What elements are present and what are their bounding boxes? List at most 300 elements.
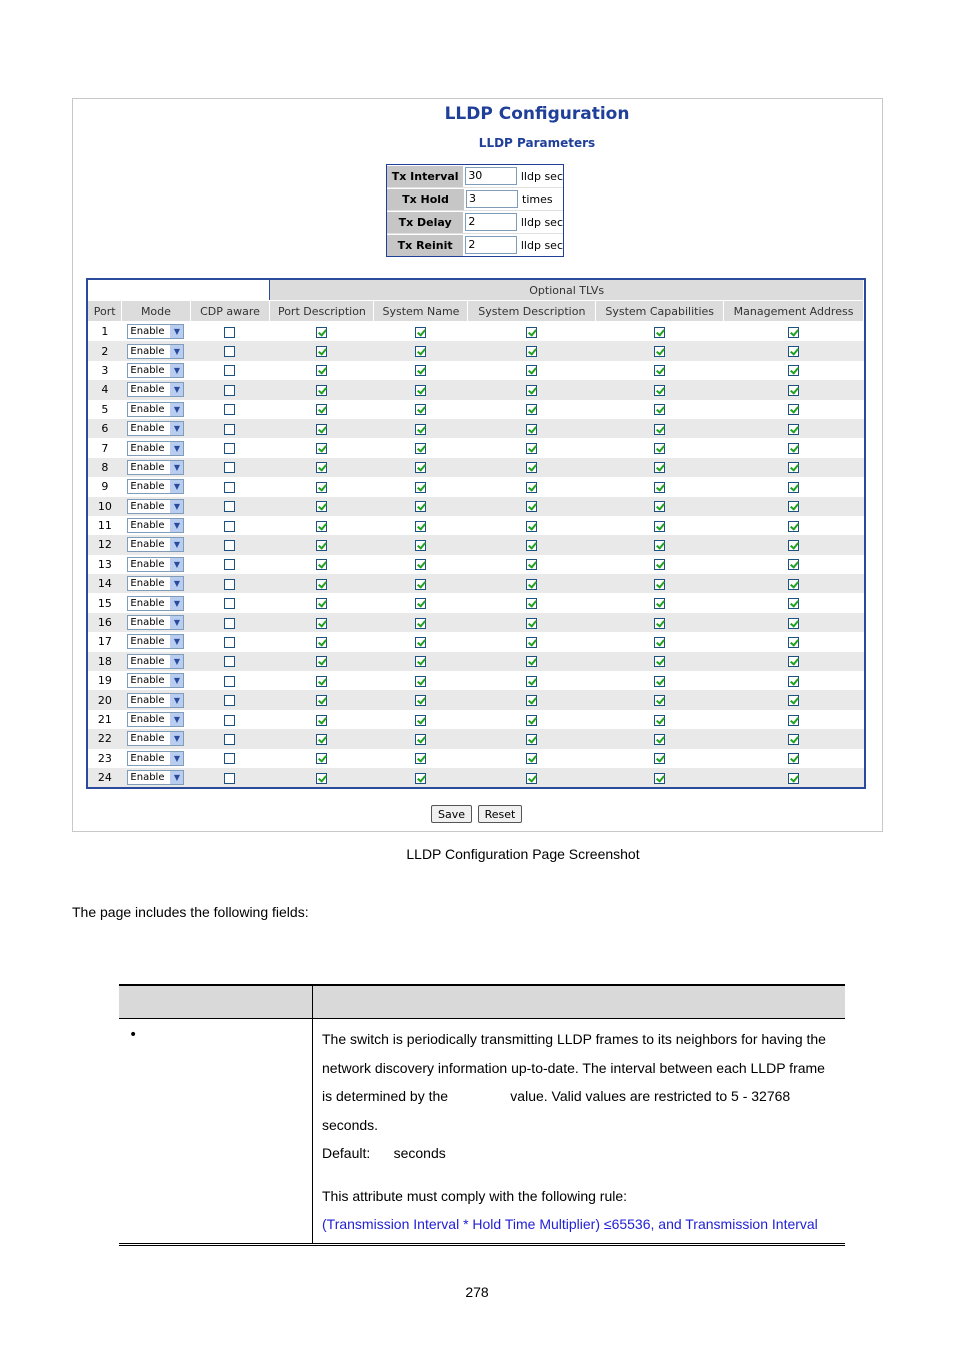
system-name-checkbox[interactable] bbox=[415, 404, 426, 415]
system-capabilities-checkbox[interactable] bbox=[654, 424, 665, 435]
chevron-down-icon: ▼ bbox=[170, 364, 183, 377]
table-row bbox=[88, 380, 864, 399]
bullet: • bbox=[129, 1027, 138, 1043]
table-row bbox=[88, 652, 864, 671]
chevron-down-icon: ▼ bbox=[170, 325, 183, 338]
system-description-checkbox[interactable] bbox=[526, 521, 537, 532]
port-number: 18 bbox=[88, 652, 122, 671]
column-header: System Description bbox=[468, 301, 596, 322]
mode-select[interactable] bbox=[127, 402, 184, 417]
mode-value: Enable bbox=[130, 636, 165, 648]
cdp-aware-checkbox[interactable] bbox=[224, 695, 235, 706]
cdp-aware-checkbox[interactable] bbox=[224, 753, 235, 764]
system-description-checkbox[interactable] bbox=[526, 327, 537, 338]
mode-select[interactable] bbox=[127, 615, 184, 630]
system-capabilities-checkbox[interactable] bbox=[654, 753, 665, 764]
table-row bbox=[88, 419, 864, 438]
port-number: 6 bbox=[88, 419, 122, 438]
system-description-checkbox[interactable] bbox=[526, 462, 537, 473]
port-number: 7 bbox=[88, 438, 122, 457]
port-number: 4 bbox=[88, 380, 122, 399]
cdp-aware-checkbox[interactable] bbox=[224, 521, 235, 532]
cdp-aware-checkbox[interactable] bbox=[224, 773, 235, 784]
mode-value: Enable bbox=[130, 675, 165, 687]
management-address-checkbox[interactable] bbox=[788, 385, 799, 396]
chevron-down-icon: ▼ bbox=[170, 519, 183, 532]
system-capabilities-checkbox[interactable] bbox=[654, 365, 665, 376]
mode-value: Enable bbox=[130, 461, 165, 473]
system-name-checkbox[interactable] bbox=[415, 346, 426, 357]
management-address-checkbox[interactable] bbox=[788, 618, 799, 629]
port-description-checkbox[interactable] bbox=[316, 656, 327, 667]
system-capabilities-checkbox[interactable] bbox=[654, 695, 665, 706]
rule-intro: This attribute must comply with the following rule: bbox=[322, 1187, 628, 1204]
system-name-checkbox[interactable] bbox=[415, 676, 426, 687]
column-header: Mode bbox=[122, 301, 190, 322]
system-description-checkbox[interactable] bbox=[526, 734, 537, 745]
system-description-checkbox[interactable] bbox=[526, 618, 537, 629]
mode-select[interactable] bbox=[127, 518, 184, 533]
system-name-checkbox[interactable] bbox=[415, 773, 426, 784]
mode-select[interactable] bbox=[127, 693, 184, 708]
cdp-aware-checkbox[interactable] bbox=[224, 365, 235, 376]
table-row bbox=[88, 632, 864, 651]
table-row bbox=[88, 361, 864, 380]
management-address-checkbox[interactable] bbox=[788, 443, 799, 454]
parameters-heading: LLDP Parameters bbox=[478, 136, 596, 150]
cdp-aware-checkbox[interactable] bbox=[224, 734, 235, 745]
reset-button[interactable]: Reset bbox=[478, 805, 522, 823]
column-header: Port bbox=[88, 301, 122, 322]
figure-caption: LLDP Configuration Page Screenshot bbox=[406, 846, 640, 862]
mode-select[interactable] bbox=[127, 324, 184, 339]
cdp-aware-checkbox[interactable] bbox=[224, 579, 235, 590]
port-description-checkbox[interactable] bbox=[316, 559, 327, 570]
cdp-aware-checkbox[interactable] bbox=[224, 618, 235, 629]
param-label: Tx Hold bbox=[387, 189, 465, 210]
mode-select[interactable] bbox=[127, 731, 184, 746]
system-capabilities-checkbox[interactable] bbox=[654, 327, 665, 338]
port-number: 5 bbox=[88, 400, 122, 419]
cdp-aware-checkbox[interactable] bbox=[224, 715, 235, 726]
management-address-checkbox[interactable] bbox=[788, 404, 799, 415]
chevron-down-icon: ▼ bbox=[170, 538, 183, 551]
system-name-checkbox[interactable] bbox=[415, 637, 426, 648]
system-name-checkbox[interactable] bbox=[415, 482, 426, 493]
mode-value: Enable bbox=[130, 345, 165, 357]
table-row bbox=[88, 322, 864, 342]
ports-table bbox=[86, 278, 866, 789]
port-description-checkbox[interactable] bbox=[316, 404, 327, 415]
param-label: Tx Interval bbox=[387, 166, 464, 187]
mode-select[interactable] bbox=[127, 479, 184, 494]
chevron-down-icon: ▼ bbox=[170, 383, 183, 396]
cdp-aware-checkbox[interactable] bbox=[224, 482, 235, 493]
port-number: 8 bbox=[88, 458, 122, 477]
system-name-checkbox[interactable] bbox=[415, 424, 426, 435]
chevron-down-icon: ▼ bbox=[170, 558, 183, 571]
system-capabilities-checkbox[interactable] bbox=[654, 443, 665, 454]
system-capabilities-checkbox[interactable] bbox=[654, 579, 665, 590]
table-row bbox=[88, 458, 864, 477]
table-row bbox=[88, 477, 864, 496]
port-description-checkbox[interactable] bbox=[316, 618, 327, 629]
system-capabilities-checkbox[interactable] bbox=[654, 385, 665, 396]
chevron-down-icon: ▼ bbox=[170, 752, 183, 765]
column-header: Management Address bbox=[724, 301, 864, 322]
port-description-checkbox[interactable] bbox=[316, 385, 327, 396]
port-number: 21 bbox=[88, 710, 122, 729]
system-capabilities-checkbox[interactable] bbox=[654, 618, 665, 629]
mode-select[interactable] bbox=[127, 421, 184, 436]
mode-value: Enable bbox=[130, 442, 165, 454]
port-description-checkbox[interactable] bbox=[316, 637, 327, 648]
port-number: 17 bbox=[88, 632, 122, 651]
mode-value: Enable bbox=[130, 423, 165, 435]
system-description-checkbox[interactable] bbox=[526, 637, 537, 648]
mode-value: Enable bbox=[130, 733, 165, 745]
system-name-checkbox[interactable] bbox=[415, 598, 426, 609]
param-input[interactable]: 2 bbox=[465, 236, 517, 254]
mode-value: Enable bbox=[130, 364, 165, 376]
port-description-checkbox[interactable] bbox=[316, 501, 327, 512]
mode-select[interactable] bbox=[127, 460, 184, 475]
cdp-aware-checkbox[interactable] bbox=[224, 540, 235, 551]
param-unit: lldp sec bbox=[520, 238, 563, 252]
mode-value: Enable bbox=[130, 539, 165, 551]
column-header: CDP aware bbox=[190, 301, 270, 322]
system-name-checkbox[interactable] bbox=[415, 521, 426, 532]
cdp-aware-checkbox[interactable] bbox=[224, 346, 235, 357]
management-address-checkbox[interactable] bbox=[788, 579, 799, 590]
param-input[interactable]: 30 bbox=[465, 167, 517, 185]
mode-value: Enable bbox=[130, 578, 165, 590]
port-description-checkbox[interactable] bbox=[316, 695, 327, 706]
description-header-row bbox=[119, 986, 845, 1019]
mode-value: Enable bbox=[130, 772, 165, 784]
chevron-down-icon: ▼ bbox=[170, 694, 183, 707]
chevron-down-icon: ▼ bbox=[170, 403, 183, 416]
optional-tlvs-header: Optional TLVs bbox=[270, 280, 864, 301]
system-name-checkbox[interactable] bbox=[415, 734, 426, 745]
port-number: 19 bbox=[88, 671, 122, 690]
port-description-checkbox[interactable] bbox=[316, 443, 327, 454]
management-address-checkbox[interactable] bbox=[788, 559, 799, 570]
system-capabilities-checkbox[interactable] bbox=[654, 521, 665, 532]
param-unit: times bbox=[522, 192, 553, 206]
port-description-checkbox[interactable] bbox=[316, 753, 327, 764]
port-number: 13 bbox=[88, 555, 122, 574]
management-address-checkbox[interactable] bbox=[788, 773, 799, 784]
parameters-table bbox=[386, 164, 564, 257]
system-capabilities-checkbox[interactable] bbox=[654, 773, 665, 784]
management-address-checkbox[interactable] bbox=[788, 482, 799, 493]
cdp-aware-checkbox[interactable] bbox=[224, 598, 235, 609]
system-description-checkbox[interactable] bbox=[526, 656, 537, 667]
management-address-checkbox[interactable] bbox=[788, 424, 799, 435]
management-address-checkbox[interactable] bbox=[788, 715, 799, 726]
mode-value: Enable bbox=[130, 500, 165, 512]
table-row bbox=[88, 690, 864, 709]
port-number: 2 bbox=[88, 341, 122, 360]
mode-select[interactable] bbox=[127, 363, 184, 378]
param-input[interactable]: 3 bbox=[466, 190, 518, 208]
management-address-checkbox[interactable] bbox=[788, 598, 799, 609]
table-row bbox=[88, 555, 864, 574]
mode-select[interactable] bbox=[127, 596, 184, 611]
cdp-aware-checkbox[interactable] bbox=[224, 404, 235, 415]
system-name-checkbox[interactable] bbox=[415, 385, 426, 396]
port-description-checkbox[interactable] bbox=[316, 462, 327, 473]
system-name-checkbox[interactable] bbox=[415, 753, 426, 764]
chevron-down-icon: ▼ bbox=[170, 635, 183, 648]
system-description-checkbox[interactable] bbox=[526, 482, 537, 493]
mode-value: Enable bbox=[130, 520, 165, 532]
mode-select[interactable] bbox=[127, 344, 184, 359]
system-capabilities-checkbox[interactable] bbox=[654, 656, 665, 667]
management-address-checkbox[interactable] bbox=[788, 734, 799, 745]
system-capabilities-checkbox[interactable] bbox=[654, 559, 665, 570]
chevron-down-icon: ▼ bbox=[170, 655, 183, 668]
system-description-checkbox[interactable] bbox=[526, 598, 537, 609]
port-description-checkbox[interactable] bbox=[316, 715, 327, 726]
cdp-aware-checkbox[interactable] bbox=[224, 424, 235, 435]
mode-select[interactable] bbox=[127, 634, 184, 649]
cdp-aware-checkbox[interactable] bbox=[224, 327, 235, 338]
system-name-checkbox[interactable] bbox=[415, 695, 426, 706]
cdp-aware-checkbox[interactable] bbox=[224, 385, 235, 396]
rule-text: (Transmission Interval * Hold Time Multiplier) ≤65536, and Transmission Interval bbox=[322, 1216, 818, 1232]
management-address-checkbox[interactable] bbox=[788, 676, 799, 687]
param-unit: lldp sec bbox=[520, 215, 563, 229]
chevron-down-icon: ▼ bbox=[170, 461, 183, 474]
port-description-checkbox[interactable] bbox=[316, 424, 327, 435]
system-description-checkbox[interactable] bbox=[526, 365, 537, 376]
field-description-table bbox=[119, 984, 845, 1246]
mode-value: Enable bbox=[130, 655, 165, 667]
mode-value: Enable bbox=[130, 714, 165, 725]
mode-value: Enable bbox=[130, 617, 165, 629]
port-description-checkbox[interactable] bbox=[316, 734, 327, 745]
port-description-checkbox[interactable] bbox=[316, 579, 327, 590]
system-capabilities-checkbox[interactable] bbox=[654, 462, 665, 473]
mode-select[interactable] bbox=[127, 382, 184, 397]
cdp-aware-checkbox[interactable] bbox=[224, 637, 235, 648]
mode-value: Enable bbox=[130, 694, 165, 706]
cdp-aware-checkbox[interactable] bbox=[224, 656, 235, 667]
cdp-aware-checkbox[interactable] bbox=[224, 559, 235, 570]
param-label: Tx Reinit bbox=[387, 235, 464, 256]
system-name-checkbox[interactable] bbox=[415, 540, 426, 551]
mode-value: Enable bbox=[130, 326, 165, 338]
management-address-checkbox[interactable] bbox=[788, 540, 799, 551]
system-capabilities-checkbox[interactable] bbox=[654, 715, 665, 726]
intro-text: The page includes the following fields: bbox=[72, 904, 309, 920]
description-paragraph: The switch is periodically transmitting LLDP frames to its neighbors for having the network discovery information up-to-date. The interval between each LLDP frame is determined by the value. Valid values are restricted to 5 - 32768 seconds. bbox=[322, 1031, 830, 1133]
system-description-checkbox[interactable] bbox=[526, 695, 537, 706]
system-description-checkbox[interactable] bbox=[526, 559, 537, 570]
system-capabilities-checkbox[interactable] bbox=[654, 676, 665, 687]
cdp-aware-checkbox[interactable] bbox=[224, 462, 235, 473]
column-header: Port Description bbox=[270, 301, 374, 322]
system-description-checkbox[interactable] bbox=[526, 753, 537, 764]
table-row bbox=[88, 729, 864, 748]
system-name-checkbox[interactable] bbox=[415, 327, 426, 338]
param-input[interactable]: 2 bbox=[465, 213, 517, 231]
system-name-checkbox[interactable] bbox=[415, 365, 426, 376]
management-address-checkbox[interactable] bbox=[788, 501, 799, 512]
system-name-checkbox[interactable] bbox=[415, 715, 426, 726]
mode-value: Enable bbox=[130, 558, 165, 570]
save-button[interactable]: Save bbox=[431, 805, 472, 823]
page-title: LLDP Configuration bbox=[444, 104, 630, 124]
system-description-checkbox[interactable] bbox=[526, 715, 537, 726]
management-address-checkbox[interactable] bbox=[788, 656, 799, 667]
mode-value: Enable bbox=[130, 752, 165, 764]
system-description-checkbox[interactable] bbox=[526, 346, 537, 357]
system-capabilities-checkbox[interactable] bbox=[654, 482, 665, 493]
column-header: System Capabilities bbox=[596, 301, 724, 322]
system-description-checkbox[interactable] bbox=[526, 404, 537, 415]
port-description-checkbox[interactable] bbox=[316, 598, 327, 609]
system-name-checkbox[interactable] bbox=[415, 443, 426, 454]
table-row bbox=[88, 710, 864, 729]
port-description-checkbox[interactable] bbox=[316, 676, 327, 687]
management-address-checkbox[interactable] bbox=[788, 462, 799, 473]
port-number: 15 bbox=[88, 593, 122, 612]
blank-header bbox=[88, 280, 270, 301]
port-number: 11 bbox=[88, 516, 122, 535]
mode-value: Enable bbox=[130, 597, 165, 609]
mode-select[interactable] bbox=[127, 770, 184, 785]
cdp-aware-checkbox[interactable] bbox=[224, 501, 235, 512]
management-address-checkbox[interactable] bbox=[788, 753, 799, 764]
chevron-down-icon: ▼ bbox=[170, 771, 183, 784]
port-number: 20 bbox=[88, 690, 122, 709]
system-description-checkbox[interactable] bbox=[526, 385, 537, 396]
system-name-checkbox[interactable] bbox=[415, 579, 426, 590]
port-number: 10 bbox=[88, 497, 122, 516]
system-description-checkbox[interactable] bbox=[526, 501, 537, 512]
system-capabilities-checkbox[interactable] bbox=[654, 637, 665, 648]
chevron-down-icon: ▼ bbox=[170, 577, 183, 590]
port-description-checkbox[interactable] bbox=[316, 365, 327, 376]
port-description-checkbox[interactable] bbox=[316, 327, 327, 338]
table-row bbox=[88, 438, 864, 457]
port-number: 24 bbox=[88, 768, 122, 787]
table-row bbox=[88, 613, 864, 632]
param-label: Tx Delay bbox=[387, 212, 464, 233]
system-capabilities-checkbox[interactable] bbox=[654, 540, 665, 551]
management-address-checkbox[interactable] bbox=[788, 346, 799, 357]
system-description-checkbox[interactable] bbox=[526, 424, 537, 435]
table-row bbox=[88, 574, 864, 593]
param-row bbox=[387, 211, 563, 234]
chevron-down-icon: ▼ bbox=[170, 616, 183, 629]
system-description-checkbox[interactable] bbox=[526, 579, 537, 590]
port-number: 16 bbox=[88, 613, 122, 632]
table-row bbox=[88, 593, 864, 612]
param-row bbox=[387, 234, 563, 256]
management-address-checkbox[interactable] bbox=[788, 521, 799, 532]
mode-select[interactable] bbox=[127, 712, 184, 727]
port-description-checkbox[interactable] bbox=[316, 540, 327, 551]
chevron-down-icon: ▼ bbox=[170, 674, 183, 687]
cdp-aware-checkbox[interactable] bbox=[224, 676, 235, 687]
port-number: 3 bbox=[88, 361, 122, 380]
port-description-checkbox[interactable] bbox=[316, 346, 327, 357]
table-row bbox=[88, 516, 864, 535]
table-row bbox=[88, 341, 864, 360]
port-description-checkbox[interactable] bbox=[316, 773, 327, 784]
column-header: System Name bbox=[374, 301, 468, 322]
cdp-aware-checkbox[interactable] bbox=[224, 443, 235, 454]
chevron-down-icon: ▼ bbox=[170, 345, 183, 358]
management-address-checkbox[interactable] bbox=[788, 637, 799, 648]
default-value: Default: seconds bbox=[322, 1145, 446, 1161]
mode-select[interactable] bbox=[127, 557, 184, 572]
table-row bbox=[88, 400, 864, 419]
port-number: 12 bbox=[88, 535, 122, 554]
management-address-checkbox[interactable] bbox=[788, 695, 799, 706]
mode-select[interactable] bbox=[127, 751, 184, 766]
port-description-checkbox[interactable] bbox=[316, 482, 327, 493]
chevron-down-icon: ▼ bbox=[170, 713, 183, 726]
system-description-checkbox[interactable] bbox=[526, 676, 537, 687]
mode-select[interactable] bbox=[127, 654, 184, 669]
port-number: 14 bbox=[88, 574, 122, 593]
mode-select[interactable] bbox=[127, 576, 184, 591]
mode-value: Enable bbox=[130, 384, 165, 396]
param-row bbox=[387, 188, 563, 211]
chevron-down-icon: ▼ bbox=[170, 500, 183, 513]
system-capabilities-checkbox[interactable] bbox=[654, 501, 665, 512]
system-name-checkbox[interactable] bbox=[415, 501, 426, 512]
table-row bbox=[88, 671, 864, 690]
system-description-checkbox[interactable] bbox=[526, 540, 537, 551]
port-number: 9 bbox=[88, 477, 122, 496]
mode-select[interactable] bbox=[127, 441, 184, 456]
system-description-checkbox[interactable] bbox=[526, 773, 537, 784]
system-name-checkbox[interactable] bbox=[415, 559, 426, 570]
mode-select[interactable] bbox=[127, 537, 184, 552]
chevron-down-icon: ▼ bbox=[170, 597, 183, 610]
management-address-checkbox[interactable] bbox=[788, 365, 799, 376]
system-capabilities-checkbox[interactable] bbox=[654, 734, 665, 745]
table-row bbox=[88, 497, 864, 516]
port-description-checkbox[interactable] bbox=[316, 521, 327, 532]
chevron-down-icon: ▼ bbox=[170, 732, 183, 745]
table-row bbox=[88, 749, 864, 768]
system-description-checkbox[interactable] bbox=[526, 443, 537, 454]
system-name-checkbox[interactable] bbox=[415, 618, 426, 629]
mode-value: Enable bbox=[130, 403, 165, 415]
system-capabilities-checkbox[interactable] bbox=[654, 346, 665, 357]
mode-select[interactable] bbox=[127, 499, 184, 514]
port-number: 23 bbox=[88, 749, 122, 768]
mode-value: Enable bbox=[130, 481, 165, 493]
system-name-checkbox[interactable] bbox=[415, 462, 426, 473]
param-row bbox=[387, 165, 563, 188]
system-capabilities-checkbox[interactable] bbox=[654, 404, 665, 415]
param-unit: lldp sec bbox=[520, 169, 563, 183]
system-name-checkbox[interactable] bbox=[415, 656, 426, 667]
mode-select[interactable] bbox=[127, 673, 184, 688]
description-row bbox=[119, 1019, 845, 1243]
management-address-checkbox[interactable] bbox=[788, 327, 799, 338]
chevron-down-icon: ▼ bbox=[170, 442, 183, 455]
system-capabilities-checkbox[interactable] bbox=[654, 598, 665, 609]
